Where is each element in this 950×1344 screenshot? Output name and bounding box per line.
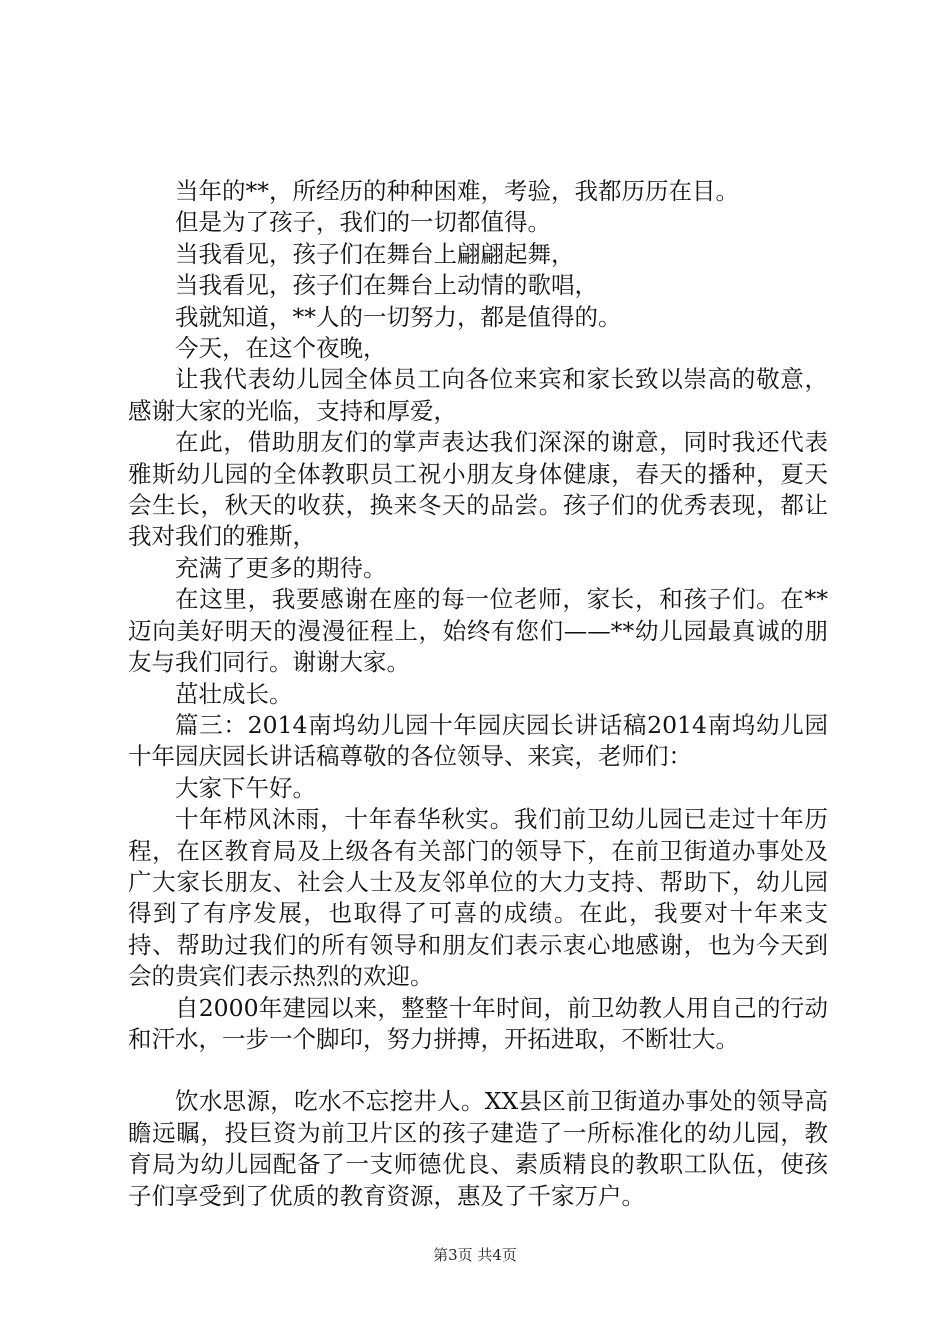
paragraph: 但是为了孩子，我们的一切都值得。 bbox=[175, 208, 551, 237]
paragraph: 充满了更多的期待。 bbox=[175, 553, 387, 582]
paragraph: 在这里，我要感谢在座的每一位老师，家长，和孩子们。在**迈向美好明天的漫漫征程上，始终有您们——**幼儿园最真诚的朋友与我们同行。谢谢大家。 bbox=[128, 585, 828, 677]
paragraph: 在此，借助朋友们的掌声表达我们深深的谢意，同时我还代表雅斯幼儿园的全体教职员工祝小朋友身体健康，春天的播种，夏天会生长，秋天的收获，换来冬天的品尝。孩子们的优秀表现，都让我对我们的雅斯， bbox=[128, 428, 828, 551]
paragraph: 今天，在这个夜晚， bbox=[175, 334, 387, 363]
paragraph: 让我代表幼儿园全体员工向各位来宾和家长致以崇高的敬意，感谢大家的光临，支持和厚爱， bbox=[128, 365, 828, 425]
page-number-footer: 第3页 共4页 bbox=[433, 1246, 517, 1264]
paragraph: 大家下午好。 bbox=[175, 773, 316, 802]
paragraph: 当我看见，孩子们在舞台上翩翩起舞， bbox=[175, 239, 575, 268]
paragraph-gap bbox=[128, 1055, 828, 1086]
paragraph: 茁壮成长。 bbox=[175, 679, 293, 708]
paragraph: 我就知道，**人的一切努力，都是值得的。 bbox=[175, 302, 622, 331]
document-body bbox=[128, 176, 828, 1212]
paragraph: 饮水思源，吃水不忘挖井人。XX县区前卫街道办事处的领导高瞻远瞩，投巨资为前卫片区的孩子建造了一所标准化的幼儿园，教育局为幼儿园配备了一支师德优良、素质精良的教职工队伍，使孩子们享受到了优质的教育资源，惠及了千家万户。 bbox=[128, 1087, 828, 1210]
paragraph: 当年的**，所经历的种种困难，考验，我都历历在目。 bbox=[175, 177, 739, 205]
paragraph: 自2000年建园以来，整整十年时间，前卫幼教人用自己的行动和汗水，一步一个脚印，努力拼搏，开拓进取，不断壮大。 bbox=[128, 993, 828, 1053]
paragraph: 十年栉风沐雨，十年春华秋实。我们前卫幼儿园已走过十年历程，在区教育局及上级各有关部门的领导下，在前卫街道办事处及广大家长朋友、社会人士及友邻单位的大力支持、帮助下，幼儿园得到了有序发展，也取得了可喜的成绩。在此，我要对十年来支持、帮助过我们的所有领导和朋友们表示衷心地感谢，也为今天到会的贵宾们表示热烈的欢迎。 bbox=[128, 805, 828, 991]
paragraph: 当我看见，孩子们在舞台上动情的歌唱， bbox=[175, 271, 598, 300]
section-heading-paragraph: 篇三：2014南坞幼儿园十年园庆园长讲话稿2014南坞幼儿园十年园庆园长讲话稿尊敬的各位领导、来宾，老师们： bbox=[128, 710, 828, 771]
